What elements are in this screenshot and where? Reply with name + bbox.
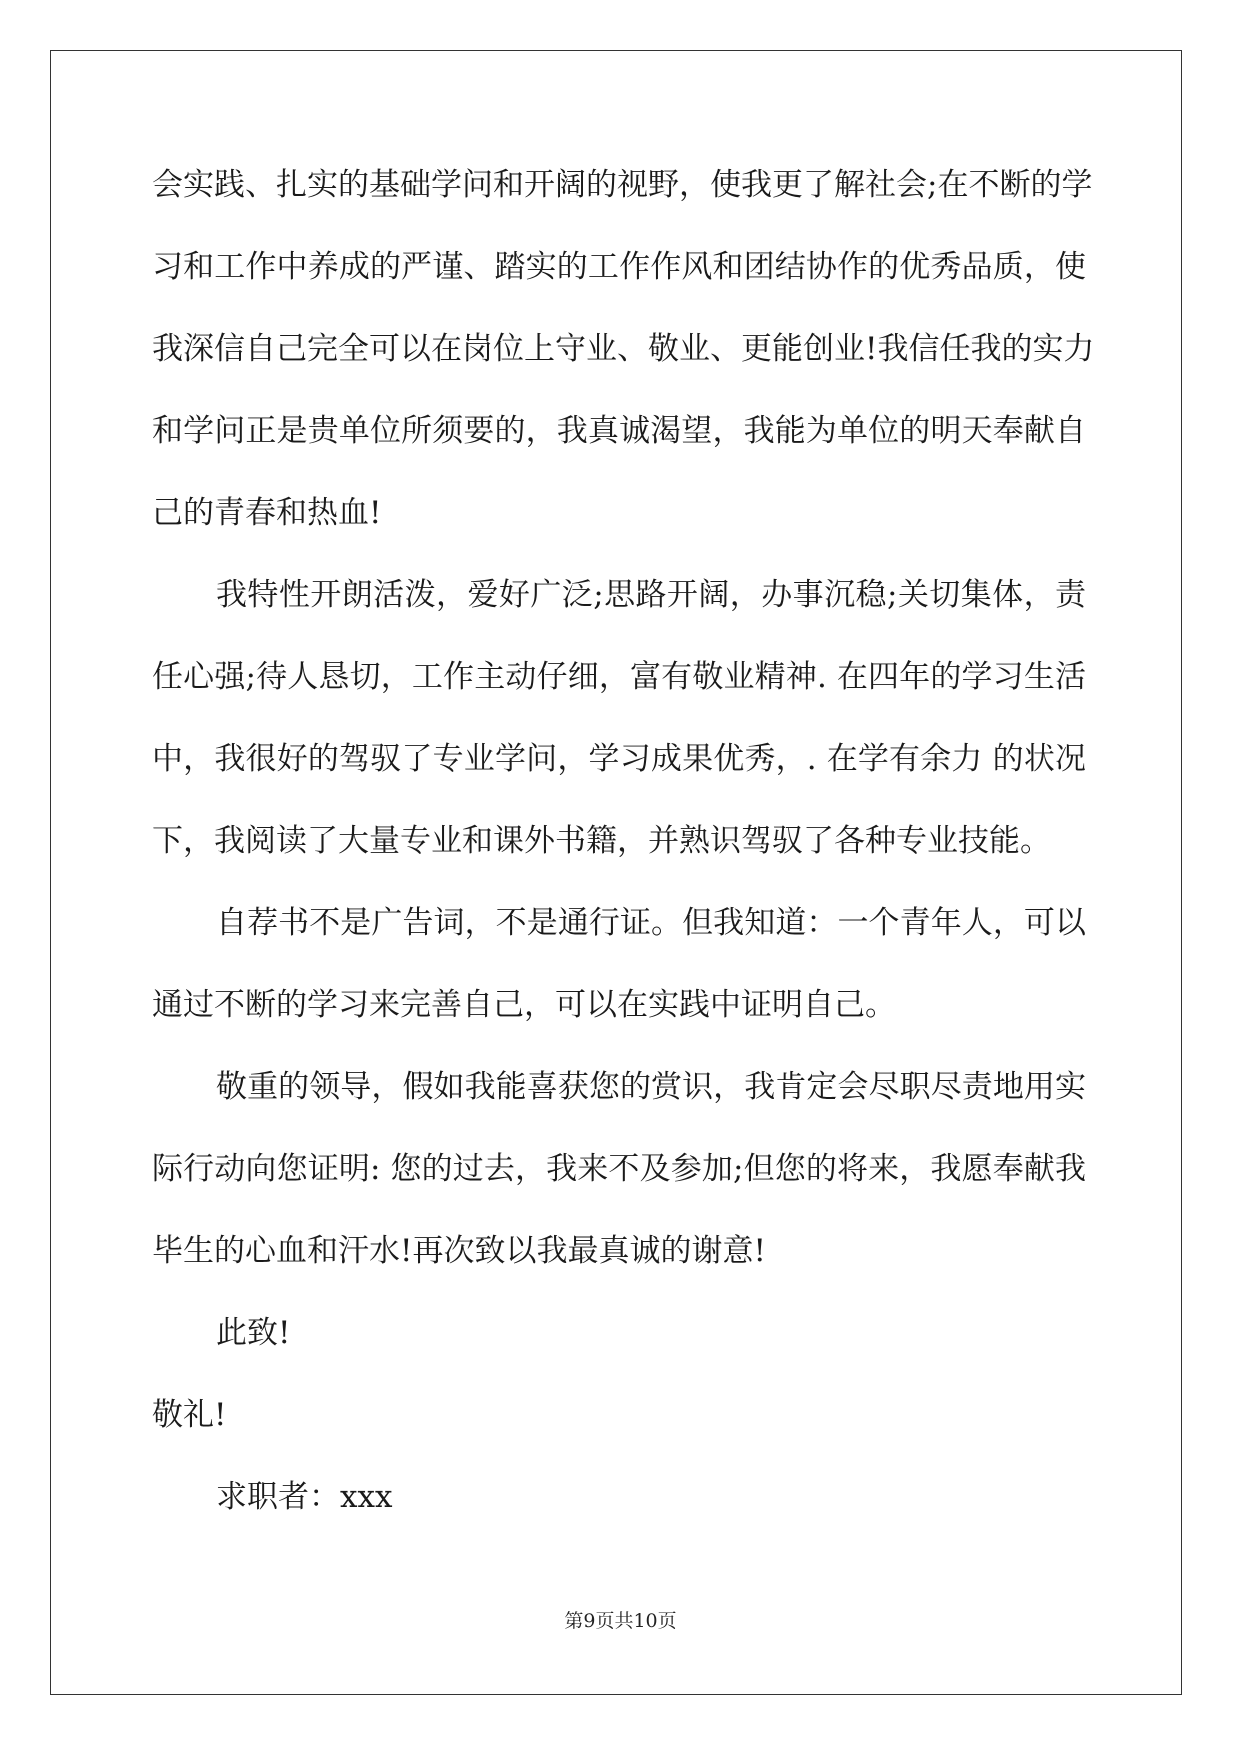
text-line: 中，我很好的驾驭了专业学问，学习成果优秀，. 在学有余力 的状况	[152, 741, 1086, 777]
text-line: 毕生的心血和汗水!再次致以我最真诚的谢意!	[152, 1233, 766, 1269]
text-line: 习和工作中养成的严谨、踏实的工作作风和团结协作的优秀品质，使	[152, 249, 1086, 285]
paragraph-start-line: 我特性开朗活泼，爱好广泛;思路开阔，办事沉稳;关切集体，责	[216, 577, 1086, 613]
page-total: 共10页	[614, 1610, 677, 1632]
text-line: 际行动向您证明: 您的过去，我来不及参加;但您的将来，我愿奉献我	[152, 1151, 1086, 1187]
text-line: 会实践、扎实的基础学问和开阔的视野，使我更了解社会;在不断的学	[152, 167, 1093, 203]
paragraph-start-line: 敬重的领导，假如我能喜获您的赏识，我肯定会尽职尽责地用实	[216, 1069, 1086, 1105]
text-line: 任心强;待人恳切，工作主动仔细，富有敬业精神. 在四年的学习生活	[152, 659, 1086, 695]
page-number: 第9页	[564, 1610, 615, 1632]
text-line: 下，我阅读了大量专业和课外书籍，并熟识驾驭了各种专业技能。	[152, 823, 1051, 859]
text-line: 通过不断的学习来完善自己，可以在实践中证明自己。	[152, 987, 896, 1023]
text-line: 我深信自己完全可以在岗位上守业、敬业、更能创业!我信任我的实力	[152, 331, 1095, 367]
page-footer	[0, 1606, 1241, 1633]
text-line: 和学问正是贵单位所须要的，我真诚渴望，我能为单位的明天奉献自	[152, 413, 1086, 449]
closing-regards: 敬礼!	[152, 1397, 227, 1433]
closing-salutation: 此致!	[216, 1315, 291, 1351]
document-body	[152, 160, 1095, 1554]
signature-line: 求职者：xxx	[216, 1479, 393, 1515]
text-line: 己的青春和热血!	[152, 495, 382, 531]
paragraph-start-line: 自荐书不是广告词，不是通行证。但我知道：一个青年人，可以	[216, 905, 1086, 941]
